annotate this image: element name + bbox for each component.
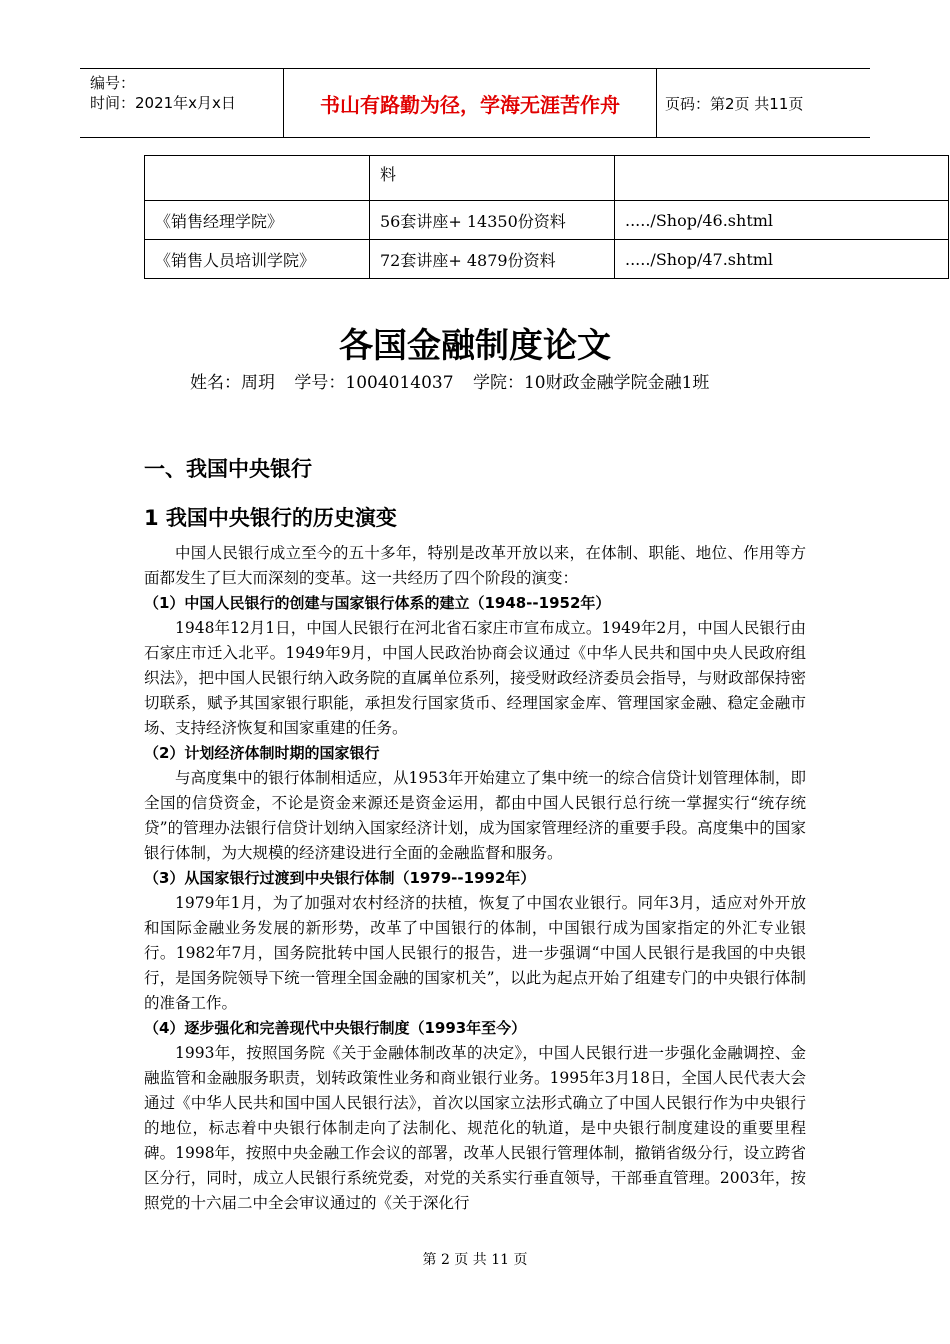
table-row <box>145 201 949 240</box>
resource-table <box>144 155 949 279</box>
header-page-info: 页码：第2页 共11页 <box>665 95 804 113</box>
header-motto: 书山有路勤为径，学海无涯苦作舟 <box>283 69 657 137</box>
stage-heading: （2）计划经济体制时期的国家银行 <box>144 744 380 762</box>
intro-paragraph: 中国人民银行成立至今的五十多年，特别是改革开放以来，在体制、职能、地位、作用等方面都发生了巨大而深刻的变革。这一共经历了四个阶段的演变： <box>144 544 806 587</box>
document-body <box>144 541 806 1216</box>
table-cell: 72套讲座+ 4879份资料 <box>370 240 615 279</box>
stage-heading: （3）从国家银行过渡到中央银行体制（1979--1992年） <box>144 869 536 887</box>
table-cell <box>145 156 370 201</box>
table-cell: 《销售经理学院》 <box>145 201 370 240</box>
author-name: 姓名：周玥 <box>190 373 275 393</box>
table-cell-link[interactable]: ...../Shop/46.shtml <box>615 201 949 240</box>
stage-heading: （4）逐步强化和完善现代中央银行制度（1993年至今） <box>144 1019 527 1037</box>
table-row <box>145 156 949 201</box>
header-meta <box>90 73 236 113</box>
author-line <box>190 368 723 393</box>
stage-paragraph: 1979年1月，为了加强对农村经济的扶植，恢复了中国农业银行。同年3月，适应对外开放和国际金融业务发展的新形势，改革了中国银行的体制，中国银行成为国家指定的外汇专业银行。1982年7月，国务院批转中国人民银行的报告，进一步强调“中国人民银行是我国的中央银行，是国务院领导下统一管理全国金融的国家机关”，以此为起点开始了组建专门的中央银行体制的准备工作。 <box>144 894 806 1012</box>
table-row <box>145 240 949 279</box>
stage-paragraph: 1993年，按照国务院《关于金融体制改革的决定》，中国人民银行进一步强化金融调控、金融监管和金融服务职责，划转政策性业务和商业银行业务。1995年3月18日，全国人民代表大会通过《中华人民共和国中国人民银行法》，首次以国家立法形式确立了中国人民银行作为中央银行的地位，标志着中央银行体制走向了法制化、规范化的轨道，是中央银行制度建设的重要里程碑。1998年，按照中央金融工作会议的部署，改革人民银行管理体制，撤销省级分行，设立跨省区分行，同时，成立人民银行系统党委，对党的关系实行垂直领导，干部垂直管理。2003年，按照党的十六届二中全会审议通过的《关于深化行 <box>144 1044 806 1212</box>
stage-paragraph: 与高度集中的银行体制相适应，从1953年开始建立了集中统一的综合信贷计划管理体制，即全国的信贷资金，不论是资金来源还是资金运用，都由中国人民银行总行统一掌握实行“统存统贷”的管理办法银行信贷计划纳入国家经济计划，成为国家管理经济的重要手段。高度集中的国家银行体制，为大规模的经济建设进行全面的金融监督和服务。 <box>144 769 806 862</box>
author-college: 学院：10财政金融学院金融1班 <box>472 373 710 393</box>
page-header <box>80 68 870 138</box>
section-heading: 一、我国中央银行 <box>144 457 312 481</box>
time-label: 时间：2021年x月x日 <box>90 94 236 112</box>
subsection-heading: 1 我国中央银行的历史演变 <box>144 506 397 530</box>
table-cell: 56套讲座+ 14350份资料 <box>370 201 615 240</box>
author-student-id: 学号：1004014037 <box>294 373 454 393</box>
table-cell: 《销售人员培训学院》 <box>145 240 370 279</box>
stage-heading: （1）中国人民银行的创建与国家银行体系的建立（1948--1952年） <box>144 594 611 612</box>
page-footer: 第 2 页 共 11 页 <box>422 1252 528 1268</box>
number-label: 编号： <box>90 74 136 92</box>
table-cell <box>615 156 949 201</box>
table-cell-link[interactable]: ...../Shop/47.shtml <box>615 240 949 279</box>
stage-paragraph: 1948年12月1日，中国人民银行在河北省石家庄市宣布成立。1949年2月，中国人民银行由石家庄市迁入北平。1949年9月，中国人民政治协商会议通过《中华人民共和国中央人民政府组织法》，把中国人民银行纳入政务院的直属单位系列，接受财政经济委员会指导，与财政部保持密切联系，赋予其国家银行职能，承担发行国家货币、经理国家金库、管理国家金融、稳定金融市场、支持经济恢复和国家重建的任务。 <box>144 619 806 737</box>
table-cell: 料 <box>370 156 615 201</box>
document-title: 各国金融制度论文 <box>339 326 611 366</box>
